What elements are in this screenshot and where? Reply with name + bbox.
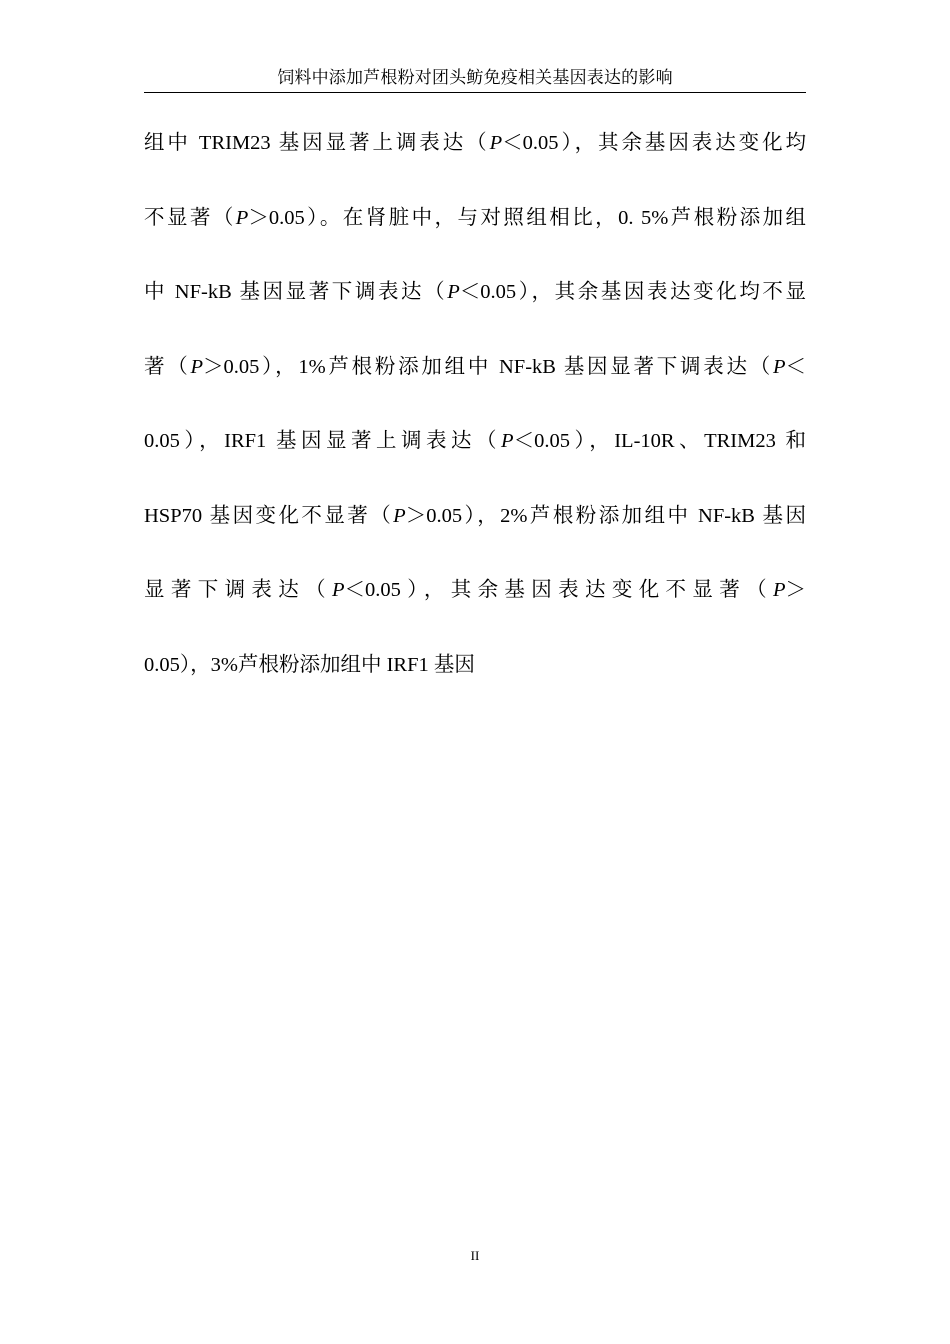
p-value-symbol: P [235, 206, 249, 229]
text-line-2: 不显著（P＞0.05）。在肾脏中，与对照组相比，0. 5%芦根粉添加组 [144, 206, 807, 229]
p-value-symbol: P [501, 430, 514, 452]
text-line-5: 0.05），IRF1 基因显著上调表达（P＜0.05），IL-10R、TRIM23 和 [144, 430, 806, 452]
text-line-1: 组中 TRIM23 基因显著上调表达（P＜0.05），其余基因表达变化均 [144, 132, 807, 154]
p-value-symbol: P [332, 579, 345, 601]
p-value-symbol: P [190, 355, 204, 378]
page-footer [0, 1246, 950, 1266]
text-line-4: 著（P＞0.05），1%芦根粉添加组中 NF-kB 基因显著下调表达（P＜ [144, 355, 807, 378]
p-value-symbol: P [773, 579, 786, 601]
p-value-symbol: P [393, 504, 406, 527]
running-title: 饲料中添加芦根粉对团头鲂免疫相关基因表达的影响 [277, 68, 673, 87]
text-line-7: 显著下调表达（P＜0.05），其余基因表达变化不显著（P＞ [144, 579, 807, 601]
p-value-symbol: P [447, 281, 460, 303]
p-value-symbol: P [489, 132, 503, 154]
text-line-6: HSP70 基因变化不显著（P＞0.05），2%芦根粉添加组中 NF-kB 基因 [144, 504, 806, 527]
page-header [144, 66, 806, 93]
page-number: II [470, 1248, 480, 1263]
body-paragraph [144, 106, 806, 702]
p-value-symbol: P [773, 355, 786, 378]
text-line-8: 0.05），3%芦根粉添加组中 IRF1 基因 [144, 653, 475, 676]
text-line-3: 中 NF-kB 基因显著下调表达（P＜0.05），其余基因表达变化均不显 [144, 281, 806, 303]
